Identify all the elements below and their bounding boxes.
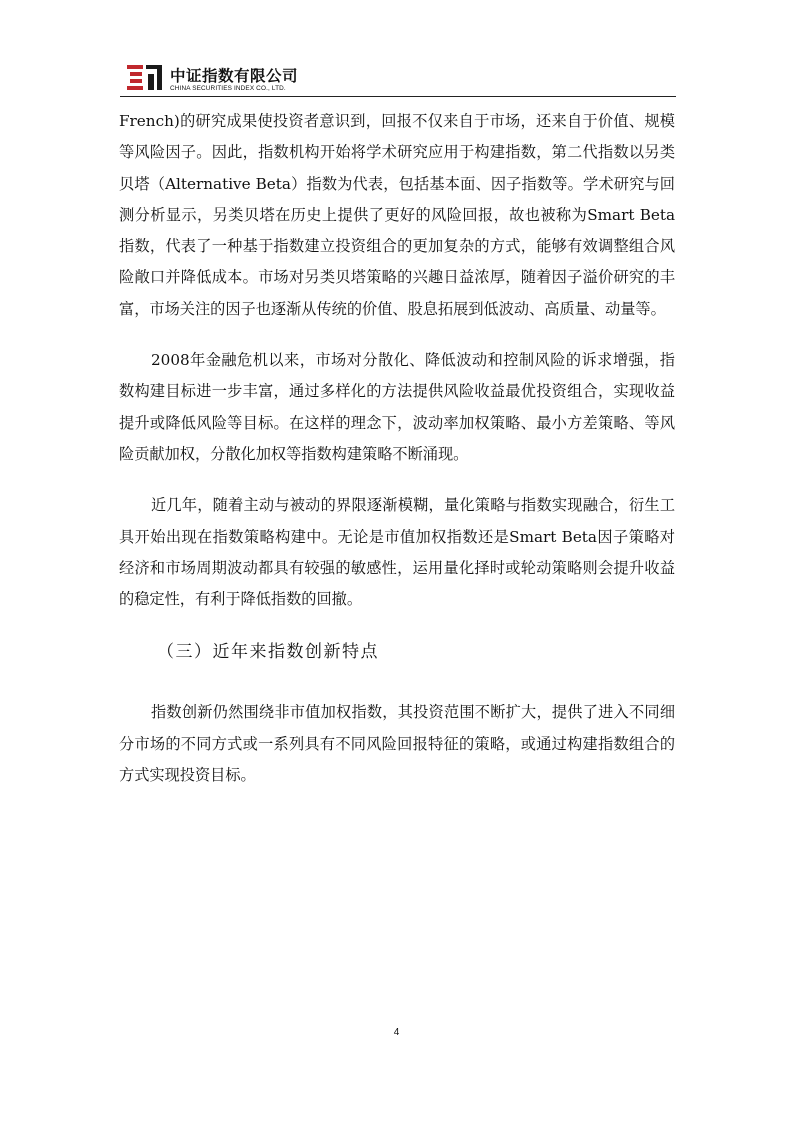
logo-bar-low [130, 79, 142, 83]
header-divider [120, 96, 676, 97]
document-body [119, 106, 675, 791]
csi-logo-icon [126, 62, 164, 94]
logo-frame-side [157, 65, 162, 90]
paragraph-3: 近几年，随着主动与被动的界限逐渐模糊，量化策略与指数实现融合，衍生工具开始出现在指数策略构建中。无论是市值加权指数还是Smart Beta因子策略对经济和市场周期波动都具有较强的敏感性，运用量化择时或轮动策略则会提升收益的稳定性，有利于降低指数的回撤。 [119, 496, 675, 609]
paragraph-2: 2008年金融危机以来，市场对分散化、降低波动和控制风险的诉求增强，指数构建目标进一步丰富，通过多样化的方法提供风险收益最优投资组合，实现收益提升或降低风险等目标。在这样的理念下，波动率加权策略、最小方差策略、等风险贡献加权，分散化加权等指数构建策略不断涌现。 [119, 351, 675, 463]
paragraph-4: 指数创新仍然围绕非市值加权指数，其投资范围不断扩大，提供了进入不同细分市场的不同方式或一系列具有不同风险回报特征的策略，或通过构建指数组合的方式实现投资目标。 [119, 703, 675, 785]
logo-bar-top [127, 65, 143, 69]
paragraph-1: French)的研究成果使投资者意识到，回报不仅来自于市场，还来自于价值、规模等风险因子。因此，指数机构开始将学术研究应用于构建指数，第二代指数以另类贝塔（Alternative Beta）指数为代表，包括基本面、因子指数等。学术研究与回测分析显示，另类贝塔在历史上提供了更好的风险回报，故也被称为Smart Beta指数，代表了一种基于指数建立投资组合的更加复杂的方式，能够有效调整组合风险敞口并降低成本。市场对另类贝塔策略的兴趣日益浓厚，随着因子溢价研究的丰富，市场关注的因子也逐渐从传统的价值、股息拓展到低波动、高质量、动量等。 [119, 112, 675, 318]
company-name-cn: 中证指数有限公司 [170, 67, 299, 85]
logo-bar-mid [130, 72, 142, 76]
page-number: 4 [393, 1027, 400, 1038]
logo-frame-inner [148, 74, 154, 90]
section-heading: （三）近年来指数创新特点 [157, 642, 379, 663]
logo-bar-base [127, 86, 143, 90]
company-name-en: CHINA SECURITIES INDEX CO., LTD. [170, 85, 286, 92]
page-header [120, 60, 676, 102]
